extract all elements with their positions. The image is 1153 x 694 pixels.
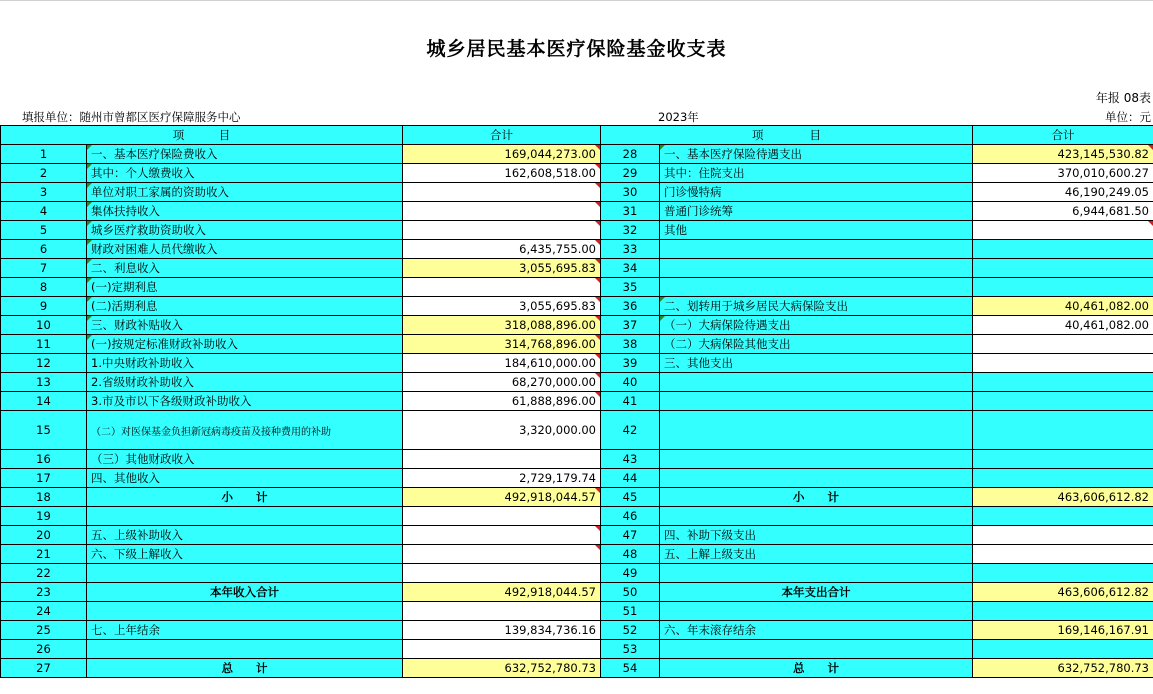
left-line-number[interactable]: 3	[1, 183, 87, 202]
table-row	[1, 145, 1153, 164]
left-amount[interactable]: 314,768,896.00	[403, 335, 601, 354]
left-amount[interactable]	[403, 602, 601, 621]
right-line-number[interactable]: 44	[601, 469, 660, 488]
left-line-number[interactable]: 8	[1, 278, 87, 297]
table-row	[1, 507, 1153, 526]
left-item-label[interactable]: (一)定期利息	[87, 278, 403, 297]
table-row	[1, 659, 1153, 678]
right-line-number[interactable]: 31	[601, 202, 660, 221]
table-row	[1, 392, 1153, 411]
right-item-label[interactable]	[660, 640, 973, 659]
right-line-number[interactable]: 40	[601, 373, 660, 392]
table-row	[1, 488, 1153, 507]
right-item-label[interactable]: 普通门诊统筹	[660, 202, 973, 221]
right-line-number[interactable]: 30	[601, 183, 660, 202]
right-amount[interactable]: 46,190,249.05	[973, 183, 1153, 202]
right-amount[interactable]: 40,461,082.00	[973, 316, 1153, 335]
left-line-number[interactable]: 4	[1, 202, 87, 221]
left-line-number[interactable]: 1	[1, 145, 87, 164]
right-item-label[interactable]: 其中：住院支出	[660, 164, 973, 183]
left-item-label[interactable]	[87, 602, 403, 621]
table-row	[1, 278, 1153, 297]
right-line-number[interactable]: 50	[601, 583, 660, 602]
left-amount[interactable]: 169,044,273.00	[403, 145, 601, 164]
left-item-label[interactable]: 四、其他收入	[87, 469, 403, 488]
right-line-number[interactable]: 37	[601, 316, 660, 335]
table-row	[1, 297, 1153, 316]
table-row	[1, 335, 1153, 354]
right-amount[interactable]: 463,606,612.82	[973, 583, 1153, 602]
left-line-number[interactable]: 9	[1, 297, 87, 316]
table-row	[1, 259, 1153, 278]
left-line-number[interactable]: 25	[1, 621, 87, 640]
right-line-number[interactable]: 33	[601, 240, 660, 259]
report-year: 2023年	[658, 110, 699, 124]
right-line-number[interactable]: 49	[601, 564, 660, 583]
right-amount[interactable]	[973, 526, 1153, 545]
left-item-label[interactable]: （二）对医保基金负担新冠病毒疫苗及接种费用的补助	[87, 411, 403, 450]
right-line-number[interactable]: 54	[601, 659, 660, 678]
left-amount[interactable]	[403, 183, 601, 202]
right-line-number[interactable]: 45	[601, 488, 660, 507]
right-line-number[interactable]: 38	[601, 335, 660, 354]
right-item-label[interactable]: 六、年末滚存结余	[660, 621, 973, 640]
table-row	[1, 202, 1153, 221]
left-line-number[interactable]: 20	[1, 526, 87, 545]
left-line-number[interactable]: 10	[1, 316, 87, 335]
header-left-total: 合计	[403, 126, 601, 145]
header-left-item: 项 目	[1, 126, 403, 145]
left-item-label[interactable]: (二)活期利息	[87, 297, 403, 316]
right-amount[interactable]	[973, 469, 1153, 488]
right-amount[interactable]	[973, 354, 1153, 373]
left-line-number[interactable]: 15	[1, 411, 87, 450]
table-row	[1, 411, 1153, 450]
left-amount[interactable]	[403, 526, 601, 545]
right-amount[interactable]: 169,146,167.91	[973, 621, 1153, 640]
left-amount[interactable]: 162,608,518.00	[403, 164, 601, 183]
left-line-number[interactable]: 5	[1, 221, 87, 240]
right-item-label[interactable]	[660, 392, 973, 411]
right-amount[interactable]: 6,944,681.50	[973, 202, 1153, 221]
left-amount[interactable]: 318,088,896.00	[403, 316, 601, 335]
left-item-label[interactable]: 2.省级财政补助收入	[87, 373, 403, 392]
left-amount[interactable]: 492,918,044.57	[403, 488, 601, 507]
right-item-label[interactable]	[660, 469, 973, 488]
right-line-number[interactable]: 47	[601, 526, 660, 545]
table-row	[1, 183, 1153, 202]
left-item-label[interactable]: 二、利息收入	[87, 259, 403, 278]
left-line-number[interactable]: 11	[1, 335, 87, 354]
currency-unit: 单位：元	[1105, 110, 1151, 124]
right-amount[interactable]	[973, 411, 1153, 450]
left-item-label[interactable]: （三）其他财政收入	[87, 450, 403, 469]
left-line-number[interactable]: 2	[1, 164, 87, 183]
right-line-number[interactable]: 28	[601, 145, 660, 164]
left-amount[interactable]: 492,918,044.57	[403, 583, 601, 602]
left-line-number[interactable]: 14	[1, 392, 87, 411]
page-title: 城乡居民基本医疗保险基金收支表	[426, 38, 727, 60]
table-row	[1, 373, 1153, 392]
left-line-number[interactable]: 21	[1, 545, 87, 564]
table-row	[1, 164, 1153, 183]
left-item-label[interactable]: 三、财政补贴收入	[87, 316, 403, 335]
right-amount[interactable]: 463,606,612.82	[973, 488, 1153, 507]
left-amount[interactable]	[403, 450, 601, 469]
fund-table	[0, 125, 1153, 678]
left-amount[interactable]: 3,055,695.83	[403, 297, 601, 316]
left-amount[interactable]	[403, 564, 601, 583]
right-item-label[interactable]	[660, 602, 973, 621]
left-item-label[interactable]: 其中：个人缴费收入	[87, 164, 403, 183]
right-amount[interactable]	[973, 221, 1153, 240]
left-line-number[interactable]: 18	[1, 488, 87, 507]
left-amount[interactable]: 3,320,000.00	[403, 411, 601, 450]
right-amount[interactable]	[973, 602, 1153, 621]
right-item-label[interactable]: 五、上解上级支出	[660, 545, 973, 564]
right-amount[interactable]	[973, 564, 1153, 583]
right-item-label[interactable]: 一、基本医疗保险待遇支出	[660, 145, 973, 164]
left-item-label[interactable]: 总 计	[87, 659, 403, 678]
left-item-label[interactable]: 1.中央财政补助收入	[87, 354, 403, 373]
table-row	[1, 583, 1153, 602]
right-line-number[interactable]: 32	[601, 221, 660, 240]
left-item-label[interactable]: 财政对困难人员代缴收入	[87, 240, 403, 259]
left-line-number[interactable]: 16	[1, 450, 87, 469]
left-item-label[interactable]: 集体扶持收入	[87, 202, 403, 221]
table-row	[1, 564, 1153, 583]
left-amount[interactable]: 61,888,896.00	[403, 392, 601, 411]
right-amount[interactable]: 40,461,082.00	[973, 297, 1153, 316]
left-item-label[interactable]: 单位对职工家属的资助收入	[87, 183, 403, 202]
left-item-label[interactable]: 六、下级上解收入	[87, 545, 403, 564]
right-item-label[interactable]: （一）大病保险待遇支出	[660, 316, 973, 335]
table-row	[1, 469, 1153, 488]
right-amount[interactable]	[973, 240, 1153, 259]
right-item-label[interactable]: 门诊慢特病	[660, 183, 973, 202]
left-item-label[interactable]	[87, 507, 403, 526]
right-item-label[interactable]: 本年支出合计	[660, 583, 973, 602]
right-item-label[interactable]	[660, 564, 973, 583]
right-item-label[interactable]	[660, 259, 973, 278]
left-line-number[interactable]: 7	[1, 259, 87, 278]
left-line-number[interactable]: 23	[1, 583, 87, 602]
right-line-number[interactable]: 48	[601, 545, 660, 564]
top-border	[0, 0, 1153, 1]
report-number: 年报 08表	[1095, 91, 1151, 105]
table-row	[1, 221, 1153, 240]
left-item-label[interactable]: 小 计	[87, 488, 403, 507]
right-amount[interactable]	[973, 373, 1153, 392]
table-row	[1, 545, 1153, 564]
header-right-item: 项 目	[601, 126, 973, 145]
filler-unit: 填报单位：随州市曾都区医疗保障服务中心	[22, 110, 241, 124]
right-line-number[interactable]: 39	[601, 354, 660, 373]
table-row	[1, 450, 1153, 469]
left-item-label[interactable]	[87, 640, 403, 659]
header-row	[1, 126, 1153, 145]
left-line-number[interactable]: 22	[1, 564, 87, 583]
header-right-total: 合计	[973, 126, 1153, 145]
right-amount[interactable]	[973, 335, 1153, 354]
right-item-label[interactable]	[660, 373, 973, 392]
table-row	[1, 240, 1153, 259]
left-line-number[interactable]: 12	[1, 354, 87, 373]
left-item-label[interactable]: 一、基本医疗保险费收入	[87, 145, 403, 164]
right-amount[interactable]	[973, 507, 1153, 526]
right-item-label[interactable]: 总 计	[660, 659, 973, 678]
right-line-number[interactable]: 41	[601, 392, 660, 411]
table-row	[1, 526, 1153, 545]
left-item-label[interactable]: 3.市及市以下各级财政补助收入	[87, 392, 403, 411]
left-item-label[interactable]: 七、上年结余	[87, 621, 403, 640]
left-amount[interactable]: 6,435,755.00	[403, 240, 601, 259]
left-line-number[interactable]: 19	[1, 507, 87, 526]
right-amount[interactable]	[973, 545, 1153, 564]
right-amount[interactable]	[973, 259, 1153, 278]
left-amount[interactable]: 184,610,000.00	[403, 354, 601, 373]
left-item-label[interactable]: 五、上级补助收入	[87, 526, 403, 545]
left-amount[interactable]	[403, 507, 601, 526]
left-item-label[interactable]: 本年收入合计	[87, 583, 403, 602]
left-line-number[interactable]: 27	[1, 659, 87, 678]
right-line-number[interactable]: 34	[601, 259, 660, 278]
right-line-number[interactable]: 51	[601, 602, 660, 621]
left-line-number[interactable]: 17	[1, 469, 87, 488]
left-amount[interactable]: 632,752,780.73	[403, 659, 601, 678]
right-item-label[interactable]: 四、补助下级支出	[660, 526, 973, 545]
right-item-label[interactable]	[660, 411, 973, 450]
right-line-number[interactable]: 53	[601, 640, 660, 659]
right-amount[interactable]	[973, 640, 1153, 659]
left-amount[interactable]	[403, 202, 601, 221]
right-item-label[interactable]	[660, 450, 973, 469]
right-amount[interactable]: 423,145,530.82	[973, 145, 1153, 164]
right-line-number[interactable]: 43	[601, 450, 660, 469]
left-line-number[interactable]: 26	[1, 640, 87, 659]
table-row	[1, 640, 1153, 659]
right-line-number[interactable]: 36	[601, 297, 660, 316]
left-item-label[interactable]: (一)按规定标准财政补助收入	[87, 335, 403, 354]
left-line-number[interactable]: 13	[1, 373, 87, 392]
table-row	[1, 621, 1153, 640]
right-amount[interactable]	[973, 278, 1153, 297]
right-amount[interactable]: 632,752,780.73	[973, 659, 1153, 678]
table-row	[1, 316, 1153, 335]
right-line-number[interactable]: 35	[601, 278, 660, 297]
left-amount[interactable]	[403, 640, 601, 659]
right-amount[interactable]	[973, 392, 1153, 411]
table-row	[1, 602, 1153, 621]
right-item-label[interactable]	[660, 507, 973, 526]
right-item-label[interactable]	[660, 278, 973, 297]
right-item-label[interactable]	[660, 240, 973, 259]
right-line-number[interactable]: 52	[601, 621, 660, 640]
table-row	[1, 354, 1153, 373]
left-amount[interactable]	[403, 221, 601, 240]
left-amount[interactable]	[403, 545, 601, 564]
right-line-number[interactable]: 29	[601, 164, 660, 183]
left-item-label[interactable]	[87, 564, 403, 583]
left-line-number[interactable]: 6	[1, 240, 87, 259]
right-item-label[interactable]: 二、划转用于城乡居民大病保险支出	[660, 297, 973, 316]
left-item-label[interactable]: 城乡医疗救助资助收入	[87, 221, 403, 240]
right-item-label[interactable]: 其他	[660, 221, 973, 240]
left-amount[interactable]: 139,834,736.16	[403, 621, 601, 640]
left-amount[interactable]: 68,270,000.00	[403, 373, 601, 392]
right-amount[interactable]	[973, 450, 1153, 469]
left-amount[interactable]: 3,055,695.83	[403, 259, 601, 278]
right-item-label[interactable]: 小 计	[660, 488, 973, 507]
right-item-label[interactable]: 三、其他支出	[660, 354, 973, 373]
left-amount[interactable]	[403, 278, 601, 297]
left-line-number[interactable]: 24	[1, 602, 87, 621]
right-line-number[interactable]: 46	[601, 507, 660, 526]
right-item-label[interactable]: （二）大病保险其他支出	[660, 335, 973, 354]
right-line-number[interactable]: 42	[601, 411, 660, 450]
left-amount[interactable]: 2,729,179.74	[403, 469, 601, 488]
right-amount[interactable]: 370,010,600.27	[973, 164, 1153, 183]
